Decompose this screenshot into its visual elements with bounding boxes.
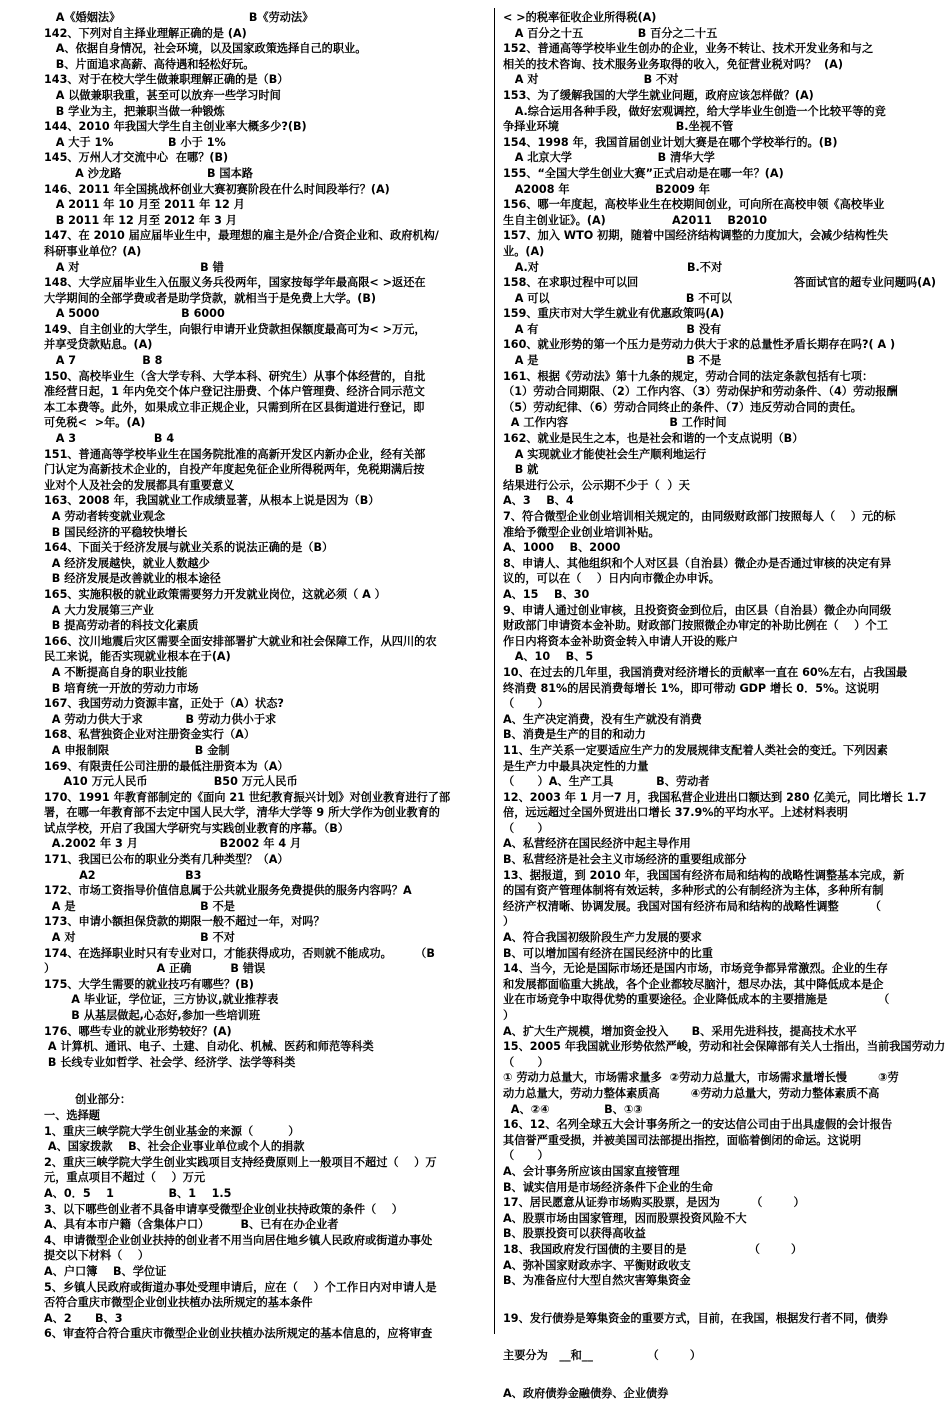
left-column-line: 门认定为高新技术企业的，自投产年度起免征企业所得税两年，免税期满后按 [44, 463, 425, 477]
right-column-line: 155、“全国大学生创业大赛”正式启动是在哪一年？(A) [503, 166, 784, 180]
right-column-line: 15、2005 年我国就业形势依然严峻，劳动和社会保障部有关人士指出，当前我国劳动力 [503, 1040, 946, 1054]
left-column-line: 可免税< >年。(A) [44, 416, 146, 430]
left-column-line: 147、在 2010 届应届毕业生中，最理想的雇主是外企/合资企业和、政府机构/ [44, 229, 439, 243]
right-column-line: 19、发行债券是筹集资金的重要方式，目前，在我国，根据发行者不同，债券 [503, 1311, 888, 1325]
left-column-line: A、具有本市户籍（含集体户口） B、已有在办企业者 [44, 1218, 339, 1232]
right-column-line: 8、申请人、其他组织和个人对区县（自治县）微企办是否通过审核的决定有异 [503, 556, 892, 570]
left-column-line: 144、2010 年我国大学生自主创业率大概多少?(B) [44, 120, 307, 134]
left-column-line: A、国家拨款 B、社会企业事业单位或个人的捐款 [44, 1140, 305, 1154]
right-column [503, 10, 946, 1401]
right-column-line: 10、在过去的几年里，我国消费对经济增长的贡献率一直在 60%左右，占我国最 [503, 665, 908, 679]
right-column-line: 相关的技术咨询、技术服务业务取得的收入，免征营业税对吗？ (A) [503, 57, 843, 71]
right-column-line: B、为准备应付大型自然灾害筹集资金 [503, 1274, 691, 1288]
left-column-line: 172、市场工资指导价值信息属于公共就业服务免费提供的服务内容吗？A [44, 884, 412, 898]
right-column-line: 160、就业形势的第一个压力是劳动力供大于求的总量性矛盾长期存在吗?( A ) [503, 338, 896, 352]
right-column-line: A.综合运用各种手段，做好宏观调控，给大学毕业生创造一个比较平等的竞 [503, 104, 886, 118]
left-column-line: 元，重点项目不超过（ ）万元 [44, 1171, 206, 1185]
right-column-line: ① 劳动力总量大，市场需求量多 ②劳动力总量大，市场需求量增长慢 ③劳 [503, 1071, 899, 1085]
right-column-line: A、15 B、30 [503, 587, 590, 601]
left-column-line: 143、对于在校大学生做兼职理解正确的是（B） [44, 73, 289, 87]
right-column-line: A 可以 B 不可以 [503, 291, 732, 305]
right-column-line: 14、当今，无论是国际市场还是国内市场，市场竞争都异常激烈。企业的生存 [503, 962, 888, 976]
left-column-line: 165、实施积极的就业政策需要努力开发就业岗位，这就必须（ A ） [44, 587, 386, 601]
right-column-line: B 就 [503, 463, 539, 477]
left-column-line: 科研事业单位？(A) [44, 244, 142, 258]
right-column-line: A、生产决定消费，没有生产就没有消费 [503, 712, 702, 726]
left-column-line: 并享受贷款贴息。(A) [44, 338, 153, 352]
right-column-line: < >的税率征收企业所得税(A) [503, 11, 657, 24]
right-column-line: 和发展都面临重大挑战，各个企业都较尽脑汁，想尽办法，其中降低成本是企 [503, 977, 884, 991]
left-column-line: 5、乡镇人民政府或街道办事处受理申请后，应在（ ）个工作日内对申请人是 [44, 1280, 437, 1294]
right-column-line: A2008 年 B2009 年 [503, 182, 710, 196]
left-column-line: A、依据自身情况，社会环境，以及国家政策选择自己的职业。 [44, 42, 367, 56]
left-column-line: A、户口簿 B、学位证 [44, 1264, 167, 1278]
left-column-line: 民工来说，能否实现就业根本在于(A) [44, 650, 231, 664]
right-column-line: 12、2003 年 1 月一7 月，我国私营企业进出口额达到 280 亿美元，同比增长 1.7 [503, 790, 927, 804]
left-column-line: 167、我国劳动力资源丰富，正处于（A）状态? [44, 697, 284, 711]
left-column-line: A 劳动者转变就业观念 [44, 510, 166, 523]
left-column [44, 10, 487, 1342]
left-column-line: B 经济发展是改善就业的根本途径 [44, 572, 221, 586]
right-column-line: A 实现就业才能使社会生产顺利地运行 [503, 447, 707, 461]
left-column-line: A 申报制限 B 金制 [44, 743, 230, 757]
left-column-line: A 劳动力供大于求 B 劳动力供小于求 [44, 712, 277, 726]
right-column-line: 156、哪一年度起，高校毕业生在校期间创业，可向所在高校申领《高校毕业 [503, 198, 885, 212]
left-column-line: 163、2008 年，我国就业工作成绩显著，从根本上说是因为（B） [44, 494, 380, 508]
right-column-line: A、股票市场由国家管理，因而股票投资风险不大 [503, 1211, 747, 1225]
right-column-line: B、可以增加国有经济在国民经济中的比重 [503, 946, 713, 960]
right-column-line: 17、居民愿意从证券市场购买股票，是因为 （ ） [503, 1196, 805, 1210]
right-column-line: A.对 B.不对 [503, 260, 723, 274]
left-column-line: A10 万元人民币 B50 万元人民币 [44, 775, 298, 789]
right-column-line: 13、据报道，到 2010 年，我国国有经济布局和结构的战略性调整基本完成，新 [503, 868, 905, 882]
right-column-line: A 有 B 没有 [503, 322, 722, 336]
right-column-line: 作日内将资本金补助资金转入申请人开设的账户 [503, 634, 738, 648]
left-column-line: B 国民经济的平稳较快增长 [44, 525, 188, 539]
right-column-line: B、消费是生产的目的和动力 [503, 728, 646, 742]
right-column-line: 152、普通高等学校毕业生创办的企业，业务不转让、技术开发业务和与之 [503, 42, 874, 56]
left-column-line: A 毕业证，学位证，三方协议,就业推荐表 [44, 993, 279, 1007]
left-column-line: 175、大学生需要的就业技巧有哪些？(B) [44, 977, 254, 991]
left-column-line: 1、重庆三峡学院大学生创业基金的来源（ ） [44, 1124, 300, 1138]
left-column-line: A 以做兼职我重，甚至可以放弃一些学习时间 [44, 88, 281, 102]
left-column-line: A、2 B、3 [44, 1311, 123, 1325]
right-column-line: 159、重庆市对大学生就业有优惠政策吗(A) [503, 307, 725, 321]
left-column-line: B、片面追求高薪、高待遇和轻松好玩。 [44, 57, 255, 71]
left-column-line: B 2011 年 12 月至 2012 年 3 月 [44, 213, 237, 227]
right-column-line: 162、就业是民生之本，也是社会和谐的一个支点说明（B） [503, 432, 804, 446]
left-column-line: 提交以下材料（ ） [44, 1249, 150, 1263]
right-column-line: B、股票投资可以获得高收益 [503, 1227, 646, 1241]
left-column-line: 署，在哪一年教育部不去定中国人民大学，清华大学等 9 所大学作为创业教育的 [44, 806, 440, 820]
right-column-line: （ ） [503, 1055, 549, 1069]
left-column-line: 148、大学应届毕业生入伍服义务兵役两年，国家按每学年最高限< >返还在 [44, 276, 426, 290]
right-column-line: （5）劳动纪律、（6）劳动合同终止的条件、（7）违反劳动合同的责任。 [503, 400, 862, 414]
left-column-line: B 长线专业如哲学、社会学、经济学、法学等科类 [44, 1055, 296, 1069]
left-column-line: A 对 B 错 [44, 260, 224, 274]
right-column-line: 议的，可以在（ ）日内向市微企办申诉。 [503, 572, 720, 586]
right-column-line: A 对 B 不对 [503, 73, 679, 87]
left-column-line: 168、私营独资企业对注册资金实行（A） [44, 728, 256, 742]
left-column-line: A 不断提高自身的职业技能 [44, 665, 188, 679]
right-column-line: A、②④ B、①③ [503, 1102, 643, 1116]
left-column-line: A 大于 1% B 小于 1% [44, 135, 226, 149]
right-column-line: 的国有资产管理体制将有效运转，多种形式的公有制经济为主体，多种所有制 [503, 884, 884, 898]
left-column-line: 4、申请微型企业创业扶持的创业者不用当向居住地乡镇人民政府或街道办事处 [44, 1233, 433, 1247]
right-column-line: A、3 B、4 [503, 494, 574, 508]
left-column-line: 否符合重庆市微型企业创业扶植办法所规定的基本条件 [44, 1296, 313, 1310]
right-column-line [503, 1326, 946, 1348]
right-column-line [503, 1364, 946, 1386]
right-column-line: （ ） [503, 821, 549, 835]
left-column-line [44, 1070, 487, 1092]
right-column-line: B、诚实信用是市场经济条件下企业的生命 [503, 1180, 713, 1194]
right-column-line: 18、我国政府发行国债的主要目的是 （ ） [503, 1242, 803, 1256]
right-column-line: ） [503, 1009, 515, 1022]
right-column-line: 争择业环境 B.坐视不管 [503, 120, 734, 134]
right-column-line: A、私营经济在国民经济中起主导作用 [503, 837, 691, 851]
right-column-line: 其信誉严重受损，并被美国司法部提出指控，面临着倒闭的命运。这说明 [503, 1133, 862, 1147]
left-column-line: B 从基层做起,心态好,参加一些培训班 [44, 1009, 261, 1022]
left-column-line: A 对 B 不对 [44, 931, 235, 945]
right-column-line: 主要分为 __和__ （ ） [503, 1349, 702, 1363]
right-column-line: 9、申请人通过创业审核，且投资资金到位后，由区县（自治县）微企办向同级 [503, 603, 892, 617]
left-column-line: A 是 B 不是 [44, 899, 235, 913]
right-column-line: 财政部门申请资本金补助。财政部门按照微企办审定的补助比例在（ ）个工 [503, 619, 888, 633]
right-column-line: A 工作内容 B 工作时间 [503, 416, 727, 430]
right-column-line: （ ）A、生产工具 B、劳动者 [503, 775, 710, 789]
right-column-line: 结果进行公示，公示期不少于（ ）天 [503, 478, 690, 492]
left-column-line: A 5000 B 6000 [44, 307, 225, 321]
right-column-line: 经济产权清晰、协调发展。我国对国有经济布局和结构的战略性调整 （ [503, 899, 881, 913]
right-column-line: 154、1998 年，我国首届创业计划大赛是在哪个学校举行的。(B) [503, 135, 838, 149]
right-column-line: 7、符合微型企业创业培训相关规定的，由同级财政部门按照每人（ ）元的标 [503, 510, 896, 523]
left-column-line: 164、下面关于经济发展与就业关系的说法正确的是（B） [44, 541, 334, 555]
left-column-line: B 学业为主，把兼职当做一种锻炼 [44, 104, 225, 118]
left-column-line: 准经营日起，1 年内免交个体户登记注册费、个体户管理费、经济合同示范文 [44, 385, 425, 399]
right-column-line: 业。(A) [503, 244, 545, 258]
right-column-line: 动力总量大，劳动力整体素质高 ④劳动力总量大，劳动力整体素质不高 [503, 1086, 880, 1100]
left-column-line: A《婚姻法》 B《劳动法》 [44, 11, 314, 24]
left-column-line: 3、以下哪些创业者不具备申请享受微型企业创业扶持政策的条件（ ） [44, 1202, 403, 1216]
right-column-line [503, 1289, 946, 1311]
left-column-line: A 2011 年 10 月至 2011 年 12 月 [44, 198, 245, 212]
right-column-line: A 百分之十五 B 百分之二十五 [503, 26, 718, 40]
right-column-line: A 是 B 不是 [503, 354, 722, 368]
left-column-line: 一、选择题 [44, 1108, 100, 1122]
right-column-line: A、1000 B、2000 [503, 541, 621, 555]
left-column-line: A 经济发展越快，就业人数越少 [44, 556, 210, 570]
right-column-line: 生自主创业证》。(A) A2011 B2010 [503, 213, 768, 227]
left-column-line: 创业部分： [44, 1093, 132, 1107]
right-column-line: 16、12、名列全球五大会计事务所之一的安达信公司由于出具虚假的会计报告 [503, 1118, 893, 1132]
right-column-line: 倍，远远超过全国外贸进出口增长 37.9%的平均水平。上述材料表明 [503, 806, 848, 820]
right-column-line: A、10 B、5 [503, 650, 594, 664]
right-column-line: B、私营经济是社会主义市场经济的重要组成部分 [503, 853, 747, 867]
right-column-line: （ ） [503, 697, 549, 711]
right-column-line: A、政府债券金融债券、企业债券 [503, 1386, 669, 1400]
left-column-line: ） A 正确 B 错误 [44, 962, 266, 976]
left-column-line: 大学期间的全部学费或者是助学贷款，就相当于是免费上大学。(B) [44, 291, 377, 305]
left-column-line: A.2002 年 3 月 B2002 年 4 月 [44, 837, 302, 851]
left-column-line: 171、我国已公布的职业分类有几种类型？（A） [44, 853, 289, 867]
right-column-line: （1）劳动合同期限、（2）工作内容、（3）劳动保护和劳动条件、（4）劳动报酬 [503, 385, 898, 399]
right-column-line: ） [503, 915, 515, 929]
right-column-line: A、符合我国初级阶段生产力发展的要求 [503, 931, 702, 945]
right-column-line: 业在市场竞争中取得优势的重要途径。企业降低成本的主要措施是 （ [503, 993, 890, 1007]
left-column-line: B 培育统一开放的劳动力市场 [44, 681, 199, 695]
left-column-line: 2、重庆三峡学院大学生创业实践项目支持经费原则上一般项目不超过（ ）万 [44, 1155, 437, 1169]
left-column-line: 176、哪些专业的就业形势较好？(A) [44, 1024, 232, 1038]
right-column-line: 终消费 81%的居民消费每增长 1%，即可带动 GDP 增长 0．5%。这说明 [503, 681, 880, 695]
left-column-line: A 沙龙路 B 国本路 [44, 166, 253, 180]
left-column-line: 170、1991 年教育部制定的《面向 21 世纪教育振兴计划》对创业教育进行了部 [44, 790, 451, 804]
right-column-line: （ ） [503, 1149, 549, 1163]
left-column-line: 151、普通高等学校毕业生在国务院批准的高新开发区内新办企业，经有关部 [44, 447, 426, 461]
left-column-line: A2 B3 [44, 868, 202, 882]
right-column-line: A 北京大学 B 清华大学 [503, 151, 715, 165]
column-divider [494, 8, 495, 1334]
left-column-line: 业对个人及社会的发展都具有重要意义 [44, 478, 235, 492]
left-column-line: 149、自主创业的大学生，向银行申请开业贷款担保额度最高可为< >万元， [44, 322, 426, 336]
left-column-line: 146、2011 年全国挑战杯创业大赛初赛阶段在什么时间段举行？(A) [44, 182, 390, 196]
left-column-line: 6、审查符合符合重庆市微型企业创业扶植办法所规定的基本信息的，应将审查 [44, 1327, 433, 1341]
right-column-line: 是生产力中最具决定性的力量 [503, 759, 649, 773]
right-column-line: 158、在求职过程中可以回 答面试官的超专业问题吗(A) [503, 276, 936, 290]
left-column-line: 166、汶川地震后灾区需要全面安排部署扩大就业和社会保障工作，从四川的农 [44, 634, 437, 648]
left-column-line: A 7 B 8 [44, 354, 163, 368]
left-column-line: 150、高校毕业生（含大学专科、大学本科、研究生）从事个体经营的，自批 [44, 369, 426, 383]
left-column-line: A 计算机、通讯、电子、土建、自动化、机械、医药和师范等科类 [44, 1040, 374, 1054]
left-column-line: 174、在选择职业时只有专业对口，才能获得成功，否则就不能成功。 （B [44, 946, 435, 960]
right-column-line: 153、为了缓解我国的大学生就业问题，政府应该怎样做？(A) [503, 88, 814, 102]
left-column-line: A 3 B 4 [44, 432, 175, 446]
right-column-line: 准给予微型企业创业培训补贴。 [503, 525, 660, 539]
left-column-line: B 提高劳动者的科技文化素质 [44, 619, 199, 633]
left-column-line: A、0．5 1 B、1 1.5 [44, 1186, 232, 1200]
left-column-line: 173、申请小额担保贷款的期限一般不超过一年，对吗？ [44, 915, 325, 929]
right-column-line: A、扩大生产规模，增加资金投入 B、采用先进科技，提高技术水平 [503, 1024, 857, 1038]
left-column-line: A 大力发展第三产业 [44, 603, 154, 617]
left-column-line: 145、万州人才交流中心 在哪？(B) [44, 151, 229, 165]
right-column-line: A、会计事务所应该由国家直接管理 [503, 1164, 680, 1178]
right-column-line: 161、根据《劳动法》第十九条的规定，劳动合同的法定条款包括有七项： [503, 369, 874, 383]
left-column-line: 本工本费等。此外，如果成立非正规企业，只需到所在区县街道进行登记，即 [44, 400, 425, 414]
left-column-line: 142、下列对自主择业理解正确的是 (A) [44, 26, 247, 40]
right-column-line: A、弥补国家财政赤字、平衡财政收支 [503, 1258, 691, 1272]
right-column-line: 157、加入 WTO 初期，随着中国经济结构调整的力度加大，会减少结构性失 [503, 229, 889, 243]
left-column-line: 169、有限责任公司注册的最低注册资本为（A） [44, 759, 289, 773]
right-column-line: 11、生产关系一定要适应生产力的发展规律支配着人类社会的变迁。下列因素 [503, 743, 888, 757]
left-column-line: 试点学校，开启了我国大学研究与实践创业教育的序幕。（B） [44, 821, 349, 835]
